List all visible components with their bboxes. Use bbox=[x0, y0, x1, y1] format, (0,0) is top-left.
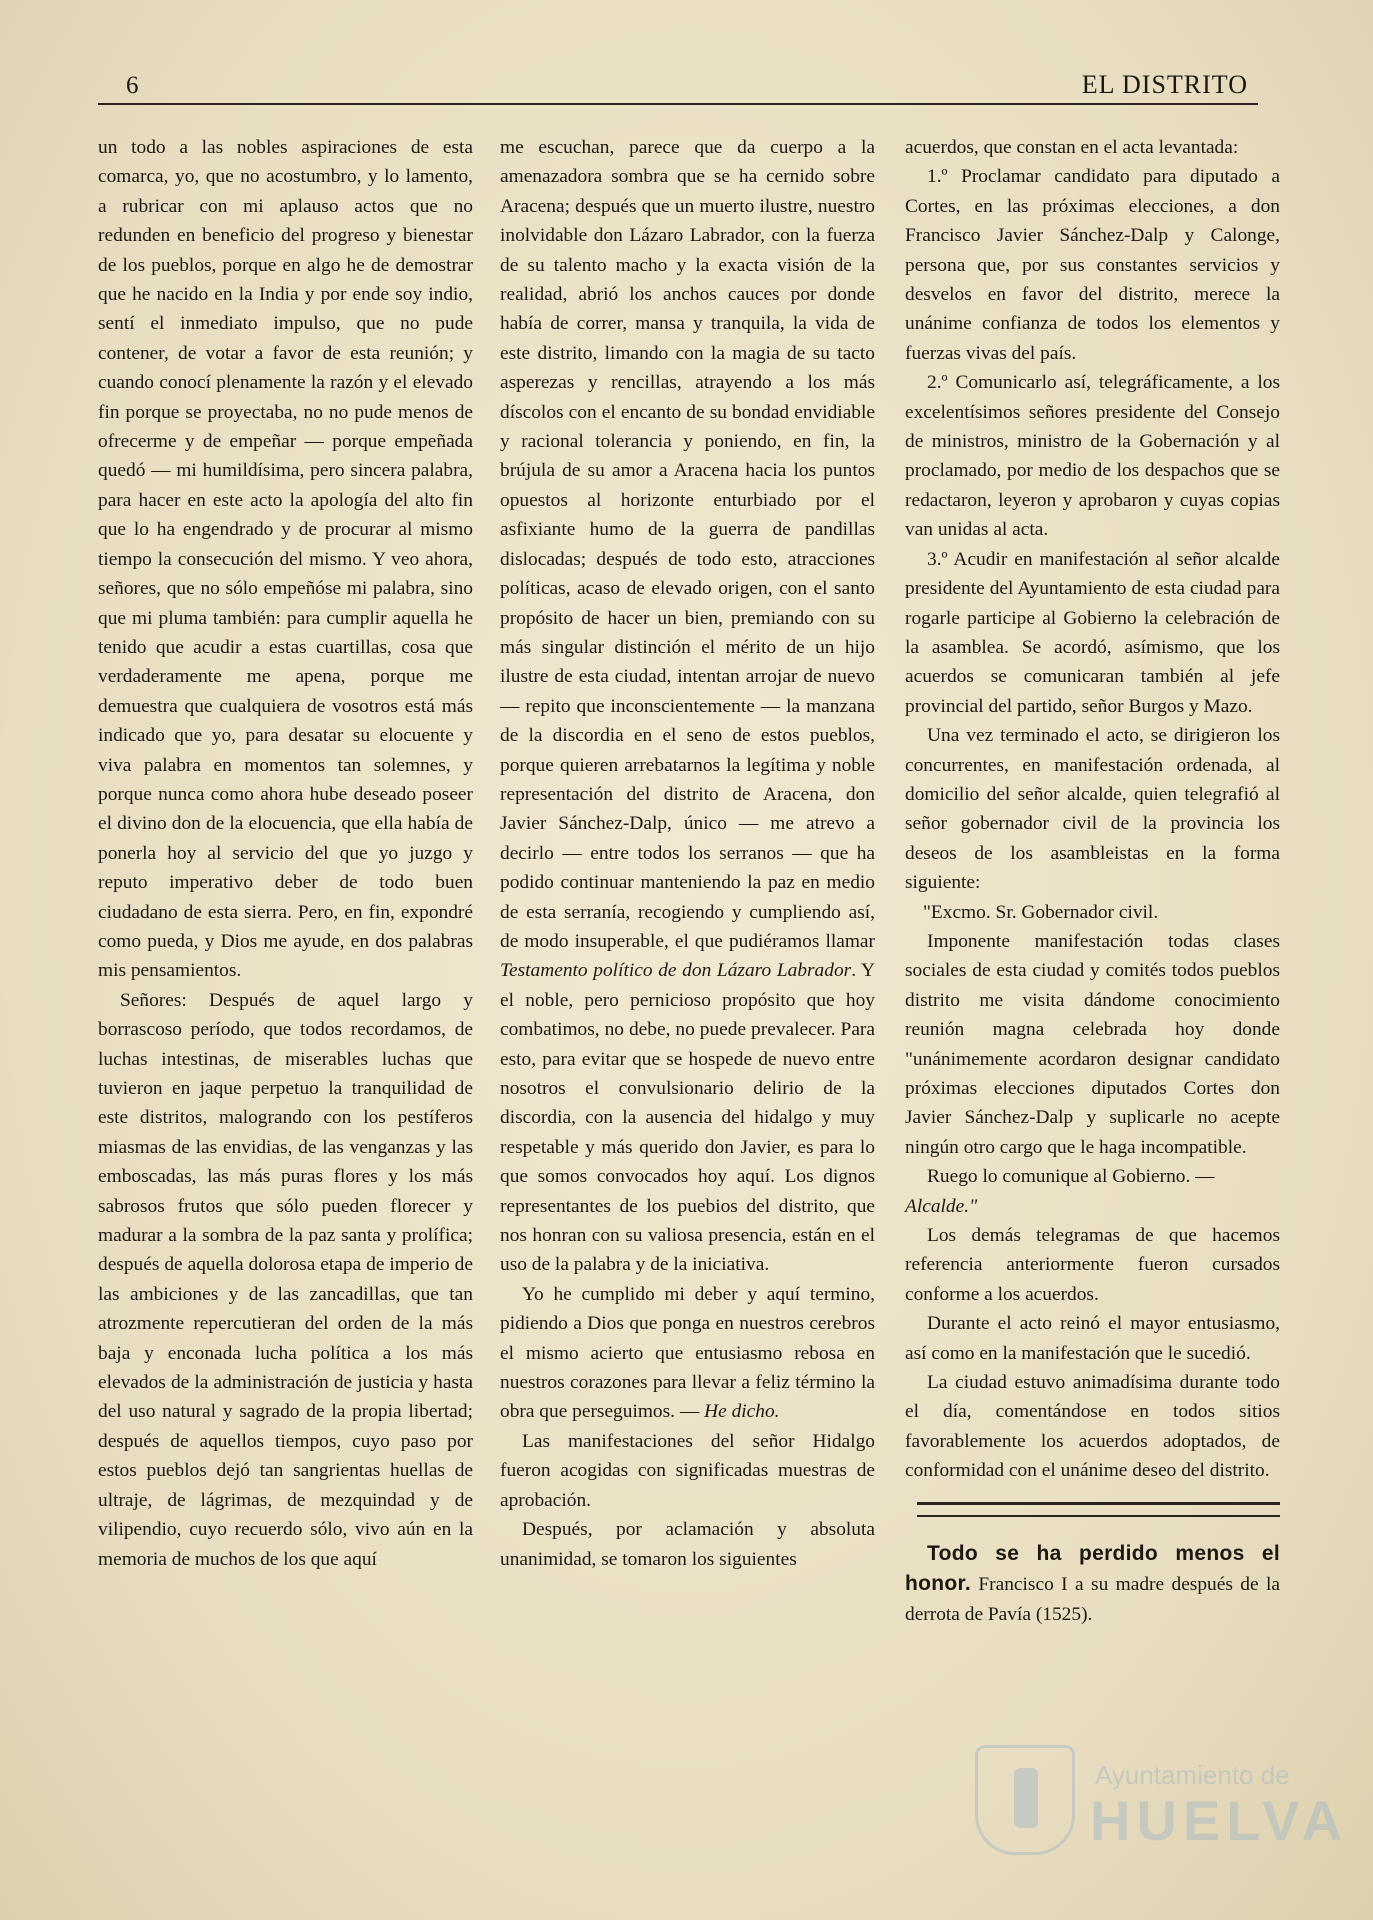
column-2 bbox=[500, 133, 875, 1574]
italic-title: Testamento político de don Lázaro Labrador bbox=[500, 960, 852, 982]
paragraph bbox=[500, 1280, 875, 1427]
page-header bbox=[98, 62, 1258, 102]
paragraph: acuerdos, que constan en el acta levantada: bbox=[905, 137, 1239, 158]
masthead-title: EL DISTRITO bbox=[1081, 70, 1248, 99]
section-divider bbox=[917, 1502, 1280, 1517]
paragraph: Los demás telegramas de que hacemos referencia anteriormente fueron cursados conforme a los acuerdos. bbox=[905, 1225, 1280, 1305]
agreement-1: 1.º Proclamar candidato para diputado a Cortes, en las próximas elecciones, a don Francisco Javier Sánchez-Dalp y Calonge, persona que, por sus constantes servicios y desvelos en favor del distrito, merece la unánime confianza de todos los elementos y fuerzas vivas del país. bbox=[905, 166, 1280, 364]
telegram-body: Imponente manifestación todas clases sociales de esta ciudad y comités todos pueblos distrito me visita dándome conocimiento reunión magna celebrada hoy donde "unánimemente acordaron designar candidato próximas elecciones diputados Cortes don Javier Sánchez-Dalp y suplicarle no acepte ningún otro cargo que le haga incompatible. bbox=[905, 930, 1280, 1158]
archive-watermark bbox=[975, 1740, 1348, 1860]
page-number: 6 bbox=[126, 72, 139, 99]
paragraph bbox=[500, 133, 875, 1280]
coat-of-arms-icon bbox=[975, 1745, 1075, 1855]
telegram-signature bbox=[905, 1192, 1280, 1221]
paragraph: Una vez terminado el acto, se dirigieron los concurrentes, en manifestación ordenada, al domicilio del señor alcalde, quien telegrafió al señor gobernador civil de la provincia los deseos de los asambleistas en la forma siguiente: bbox=[905, 725, 1280, 894]
paragraph-text: . Y el noble, pero pernicioso propósito que hoy combatimos, no debe, no puede prevalecer. Para esto, para evitar que se hospede de nuevo entre nosotros el convulsionario delirio de la discordia, con la ausencia del hidalgo y muy respetable y más querido don Javier, es para lo que somos convocados hoy aquí. Los dignos representantes de los puebios del distrito, que nos honran con su valiosa presencia, están en el uso de la palabra y de la iniciativa. bbox=[500, 960, 876, 1276]
quote-headline: Todo se ha perdido menos el honor. bbox=[905, 1541, 1280, 1596]
agreement-2: 2.º Comunicarlo así, telegráficamente, a los excelentísimos señores presidente del Consejo de ministros, ministro de la Gobernación y al proclamado, por medio de los despachos que se redactaron, leyeron y aprobaron y cuyas copias van unidas al acta. bbox=[905, 372, 1280, 541]
paragraph: La ciudad estuvo animadísima durante todo el día, comentándose en todos sitios favorablemente los acuerdos adoptados, de conformidad con el unánime deseo del distrito. bbox=[905, 1372, 1280, 1482]
watermark-line1: Ayuntamiento de bbox=[1095, 1760, 1290, 1790]
paragraph-text: me escuchan, parece que da cuerpo a la amenazadora sombra que se ha cernido sobre Aracena; después que un muerto ilustre, nuestro inolvidable don Lázaro Labrador, con la fuerza de su talento macho y la exacta visión de la realidad, abrió los anchos cauces por donde había de correr, mansa y tranquila, la vida de este distrito, limando con la magia de su tacto asperezas y rencillas, atrayendo a los más díscolos con el encanto de su bondad envidiable y racional tolerancia y poniendo, en fin, la brújula de su amor a Aracena hacia los puntos opuestos al horizonte enturbiado por el asfixiante humo de la guerra de pandillas dislocadas; después de todo esto, atracciones políticas, acaso de elevado origen, con el santo propósito de hacer un bien, premiando con su más singular distinción el mérito de un hijo ilustre de esta ciudad, intentan arrojar de nuevo — repito que inconscientemente — la manzana de la discordia en el seno de estos pueblos, porque quieren arrebatarnos la legítima y noble representación del distrito de Aracena, don Javier Sánchez-Dalp, único — me atrevo a decirlo — entre todos los serranos — que ha podido continuar manteniendo la paz en medio de esta serranía, recogiendo y cumpliendo así, de modo insuperable, el que pudiéramos llamar bbox=[500, 137, 875, 952]
paragraph: Durante el acto reinó el mayor entusiasmo, así como en la manifestación que le sucedió. bbox=[905, 1313, 1280, 1364]
telegram-closing: Ruego lo comunique al Gobierno. — bbox=[927, 1166, 1215, 1188]
quote-attribution: Francisco I a su madre después de la derrota de Pavía (1525). bbox=[905, 1574, 1280, 1625]
paragraph: Las manifestaciones del señor Hidalgo fueron acogidas con significadas muestras de aprobación. bbox=[500, 1430, 875, 1511]
closing-phrase: He dicho. bbox=[704, 1401, 780, 1423]
paragraph: Después, por aclamación y absoluta unanimidad, se tomaron los siguientes bbox=[500, 1519, 875, 1570]
quote-box bbox=[905, 1539, 1280, 1629]
paragraph-text: Yo he cumplido mi deber y aquí termino, pidiendo a Dios que ponga en nuestros cerebros el mismo acierto que entusiasmo rebosa en nuestros corazones para llevar a feliz término la obra que perseguimos. — bbox=[500, 1283, 875, 1423]
paragraph: Señores: Después de aquel largo y borrascoso período, que todos recordamos, de luchas intestinas, de miserables luchas que tuvieron en jaque perpetuo la tranquilidad de este distritos, malogrando con los pestíferos miasmas de las envidias, de las venganzas y las emboscadas, las más puras flores y los más sabrosos frutos que sólo pueden florecer y madurar a la sombra de la paz santa y prolífica; después de aquella dolorosa etapa de imperio de las ambiciones y de las zancadillas, que tan atrozmente repercutieran del orden de la más baja y enconada lucha política a los más elevados de la administración de justicia y hasta del uso natural y sagrado de la propia libertad; después de aquellos tiempos, cuyo paso por estos pueblos dejó tan sangrientas huellas de ultraje, de lágrimas, de mezquindad y de vilipendio, cuyo recuerdo sólo, vivo aún en la memoria de muchos de los que aquí bbox=[98, 989, 473, 1570]
column-1 bbox=[98, 133, 473, 1574]
watermark-line2: HUELVA bbox=[1090, 1789, 1348, 1852]
paragraph: un todo a las nobles aspiraciones de esta comarca, yo, que no acostumbro, y lo lamento, a rubricar con mi aplauso actos que no redunden en beneficio del progreso y bienestar de los pueblos, porque en algo he de demostrar que he nacido en la India y por ende soy indio, sentí el inmediato impulso, que no pude contener, de votar a favor de esta reunión; y cuando conocí plenamente la razón y el elevado fin porque se proyectaba, no no pude menos de ofrecerme y de empeñar — porque empeñada quedó — mi humildísima, pero sincera palabra, para hacer en este acto la apología del alto fin que lo ha engendrado y de procurar al mismo tiempo la consecución del mismo. Y veo ahora, señores, que no sólo empeñóse mi palabra, sino que mi pluma también: para cumplir aquella he tenido que acudir a estas cuartillas, cosa que verdaderamente me apena, porque me demuestra que cualquiera de vosotros está más indicado que yo, para desatar su elocuente y viva palabra en momentos tan solemnes, y porque nunca como ahora hube deseado poseer el divino don de la elocuencia, que ella había de ponerla hoy al servicio del que yo juzgo y reputo imperativo deber de todo buen ciudadano de esta sierra. Pero, en fin, expondré como pueda, y Dios me ayude, en dos palabras mis pensamientos. bbox=[98, 137, 473, 982]
telegram-salutation: "Excmo. Sr. Gobernador civil. bbox=[923, 901, 1159, 923]
header-rule bbox=[98, 103, 1258, 105]
column-3 bbox=[905, 133, 1280, 1629]
agreement-3: 3.º Acudir en manifestación al señor alcalde presidente del Ayuntamiento de esta ciudad para rogarle participe al Gobierno la celebración de la asamblea. Se acordó, asímismo, que los acuerdos se comunicaran también al jefe provincial del partido, señor Burgos y Mazo. bbox=[905, 548, 1280, 717]
signature-text: Alcalde." bbox=[905, 1195, 978, 1217]
